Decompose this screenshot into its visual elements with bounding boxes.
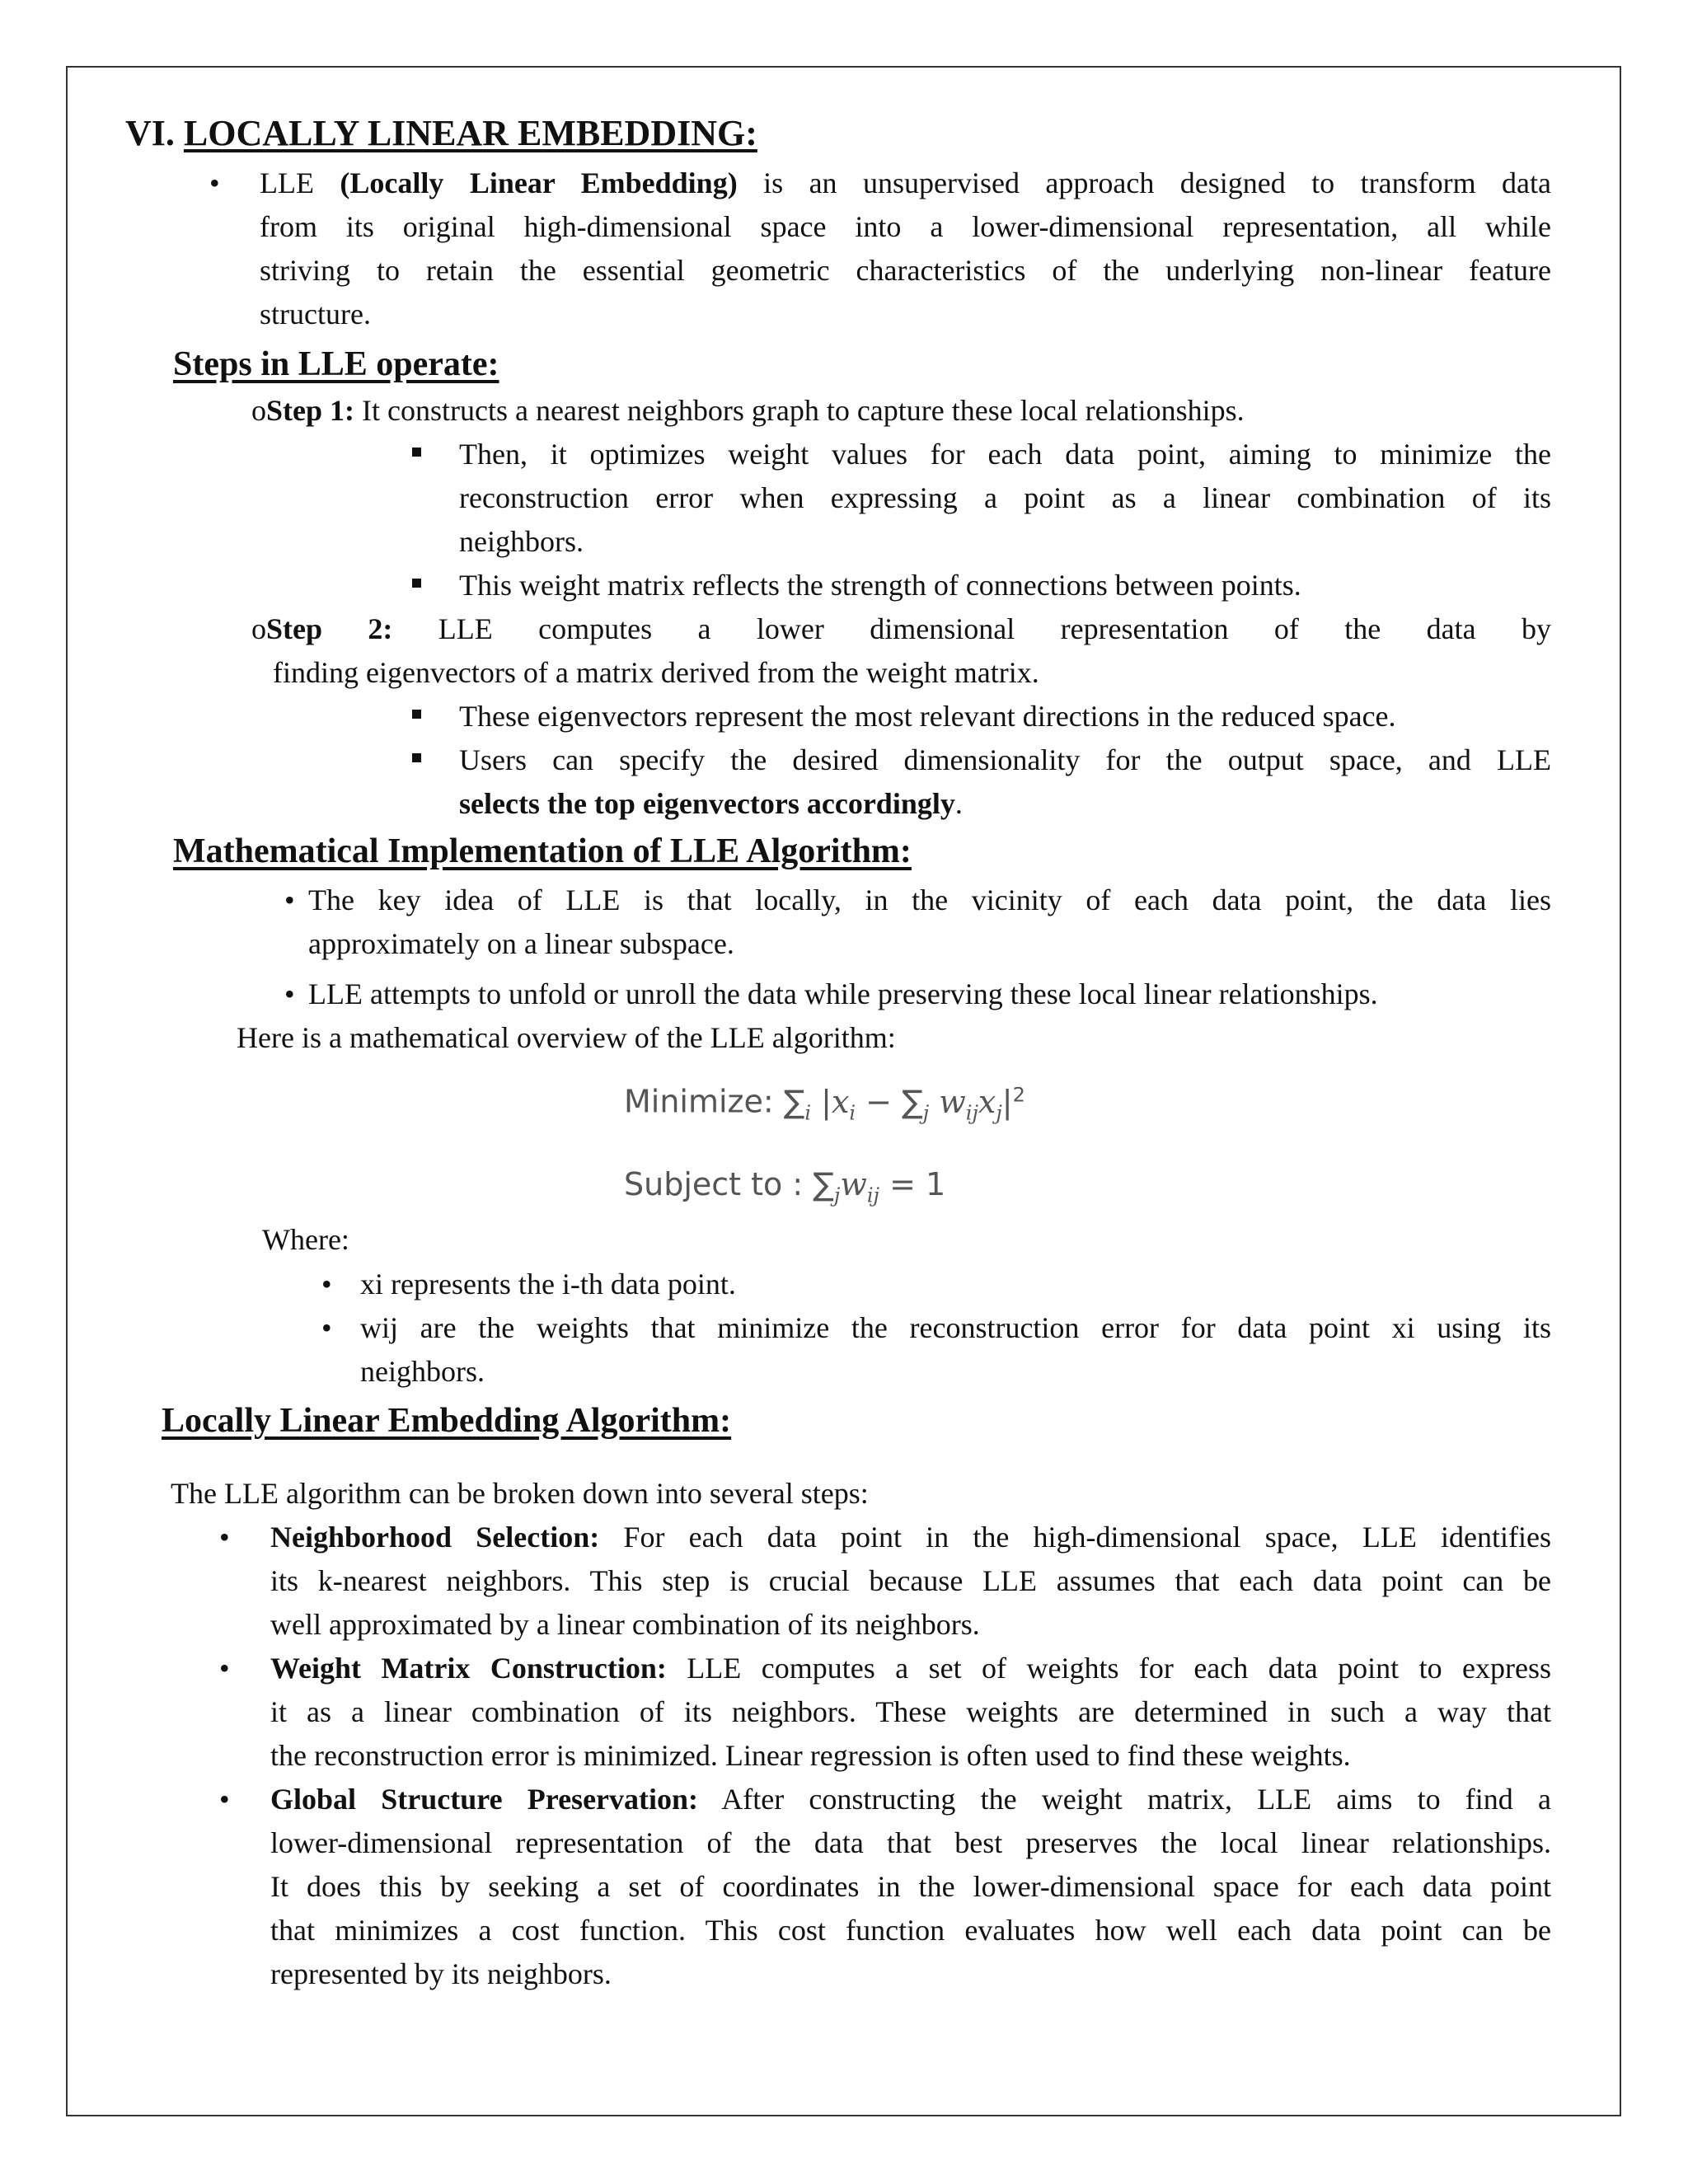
- where-item: xi represents the i-th data point.: [360, 1268, 736, 1301]
- bullet-dot: •: [284, 977, 295, 1010]
- item-text: After constructing the weight matrix, LLE aims to find a: [698, 1783, 1551, 1816]
- item-line: its k-nearest neighbors. This step is crucial because LLE assumes that each data point can be: [270, 1564, 1551, 1597]
- intro-lead: LLE: [260, 166, 340, 199]
- item-label: Neighborhood Selection:: [270, 1521, 600, 1554]
- step2-line2: finding eigenvectors of a matrix derived from the weight matrix.: [273, 656, 1039, 689]
- where-label: Where:: [262, 1223, 349, 1256]
- square-bullet: [412, 448, 421, 457]
- eq1-label: Minimize:: [624, 1083, 774, 1120]
- item-line: it as a linear combination of its neighbors. These weights are determined in such a way that: [270, 1695, 1551, 1728]
- intro-line: structure.: [260, 298, 371, 330]
- item-text: For each data point in the high-dimensional space, LLE identifies: [599, 1521, 1551, 1554]
- bullet-dot: •: [209, 166, 220, 199]
- item-line: lower-dimensional representation of the data that best preserves the local linear relationships.: [270, 1826, 1551, 1859]
- sub-line: Users can specify the desired dimensionality for the output space, and LLE: [459, 743, 1551, 776]
- step2-label: Step 2:: [266, 612, 393, 645]
- item-line: It does this by seeking a set of coordinates in the lower-dimensional space for each data point: [270, 1870, 1551, 1903]
- math-bullet2: LLE attempts to unfold or unroll the data while preserving these local linear relationships.: [308, 977, 1378, 1010]
- item-text: LLE computes a set of weights for each data point to express: [666, 1652, 1552, 1685]
- overview-text: Here is a mathematical overview of the LLE algorithm:: [237, 1021, 896, 1054]
- item-label: Weight Matrix Construction:: [270, 1652, 667, 1685]
- steps-heading: Steps in LLE operate:: [173, 345, 499, 383]
- intro-paragraph: [260, 162, 1551, 336]
- sub-bold: selects the top eigenvectors accordingly: [459, 787, 955, 820]
- intro-line: [260, 162, 1551, 205]
- sub-line: reconstruction error when expressing a point as a linear combination of its: [459, 481, 1551, 514]
- bullet-dot: •: [219, 1652, 230, 1685]
- item-line: [270, 1516, 1551, 1559]
- algorithm-intro: The LLE algorithm can be broken down into several steps:: [171, 1477, 869, 1510]
- bullet-line: The key idea of LLE is that locally, in the vicinity of each data point, the data lies: [308, 883, 1551, 916]
- item-label: Global Structure Preservation:: [270, 1783, 699, 1816]
- item-line: [270, 1647, 1551, 1690]
- equation-subject: [624, 1163, 945, 1217]
- eq1-formula: $\sum_i$ $|x_i - \sum_j$ $w_{ij}x_j|^2$: [783, 1083, 1025, 1125]
- eq2-formula: $\sum_jw_{ij} = 1$: [813, 1166, 946, 1207]
- eq2-label: Subject to :: [624, 1166, 804, 1202]
- intro-line: striving to retain the essential geometric characteristics of the underlying non-linear feature: [260, 254, 1551, 287]
- bullet-line: approximately on a linear subspace.: [308, 927, 734, 960]
- item-line: [270, 1778, 1551, 1821]
- algorithm-heading: Locally Linear Embedding Algorithm:: [162, 1402, 732, 1440]
- where-item: [360, 1306, 1551, 1394]
- sub-line: neighbors.: [459, 525, 584, 558]
- square-bullet: [412, 753, 421, 762]
- step2-line1: [251, 607, 1551, 651]
- step2-block: [251, 607, 1551, 695]
- step1-line: [251, 389, 1551, 433]
- algorithm-item: [270, 1516, 1551, 1647]
- where-line: neighbors.: [360, 1355, 485, 1388]
- algorithm-item: [270, 1647, 1551, 1778]
- math-heading: Mathematical Implementation of LLE Algorithm:: [173, 832, 912, 870]
- item-line: represented by its neighbors.: [270, 1957, 612, 1990]
- item-line: the reconstruction error is minimized. Linear regression is often used to find these weights.: [270, 1739, 1351, 1772]
- bullet-dot: •: [321, 1268, 332, 1301]
- step1-label: Step 1:: [266, 394, 354, 427]
- intro-rest: is an unsupervised approach designed to transform data: [737, 166, 1551, 199]
- where-line: wij are the weights that minimize the reconstruction error for data point xi using its: [360, 1311, 1551, 1344]
- square-bullet: [412, 710, 421, 719]
- bullet-dot: •: [219, 1521, 230, 1554]
- section-heading: [125, 110, 757, 157]
- square-bullet: [412, 579, 421, 588]
- step2-text: LLE computes a lower dimensional representation of the data by: [392, 612, 1551, 645]
- intro-line: from its original high-dimensional space into a lower-dimensional representation, all while: [260, 210, 1551, 243]
- bullet-dot: •: [219, 1783, 230, 1816]
- item-line: that minimizes a cost function. This cost function evaluates how well each data point can be: [270, 1914, 1551, 1947]
- item-line: well approximated by a linear combination of its neighbors.: [270, 1608, 980, 1641]
- bullet-dot: •: [321, 1311, 332, 1344]
- step2-sub1: These eigenvectors represent the most relevant directions in the reduced space.: [459, 700, 1396, 733]
- bullet-dot: •: [284, 883, 295, 916]
- equation-minimize: [624, 1073, 1025, 1134]
- section-number: VI.: [125, 113, 175, 153]
- step1-sub1: [459, 433, 1551, 564]
- step-marker: o: [251, 394, 266, 427]
- step-marker: o: [251, 612, 266, 645]
- sub-end: .: [954, 787, 963, 820]
- step1-text: It constructs a nearest neighbors graph to capture these local relationships.: [354, 394, 1245, 427]
- sub-line: Then, it optimizes weight values for each data point, aiming to minimize the: [459, 438, 1551, 471]
- algorithm-item: [270, 1778, 1551, 1996]
- step2-sub2: [459, 738, 1551, 826]
- intro-bold: (Locally Linear Embedding): [340, 166, 738, 199]
- math-bullet1: [308, 879, 1551, 966]
- step1-sub2: This weight matrix reflects the strength of connections between points.: [459, 569, 1301, 602]
- section-title: LOCALLY LINEAR EMBEDDING:: [183, 113, 757, 153]
